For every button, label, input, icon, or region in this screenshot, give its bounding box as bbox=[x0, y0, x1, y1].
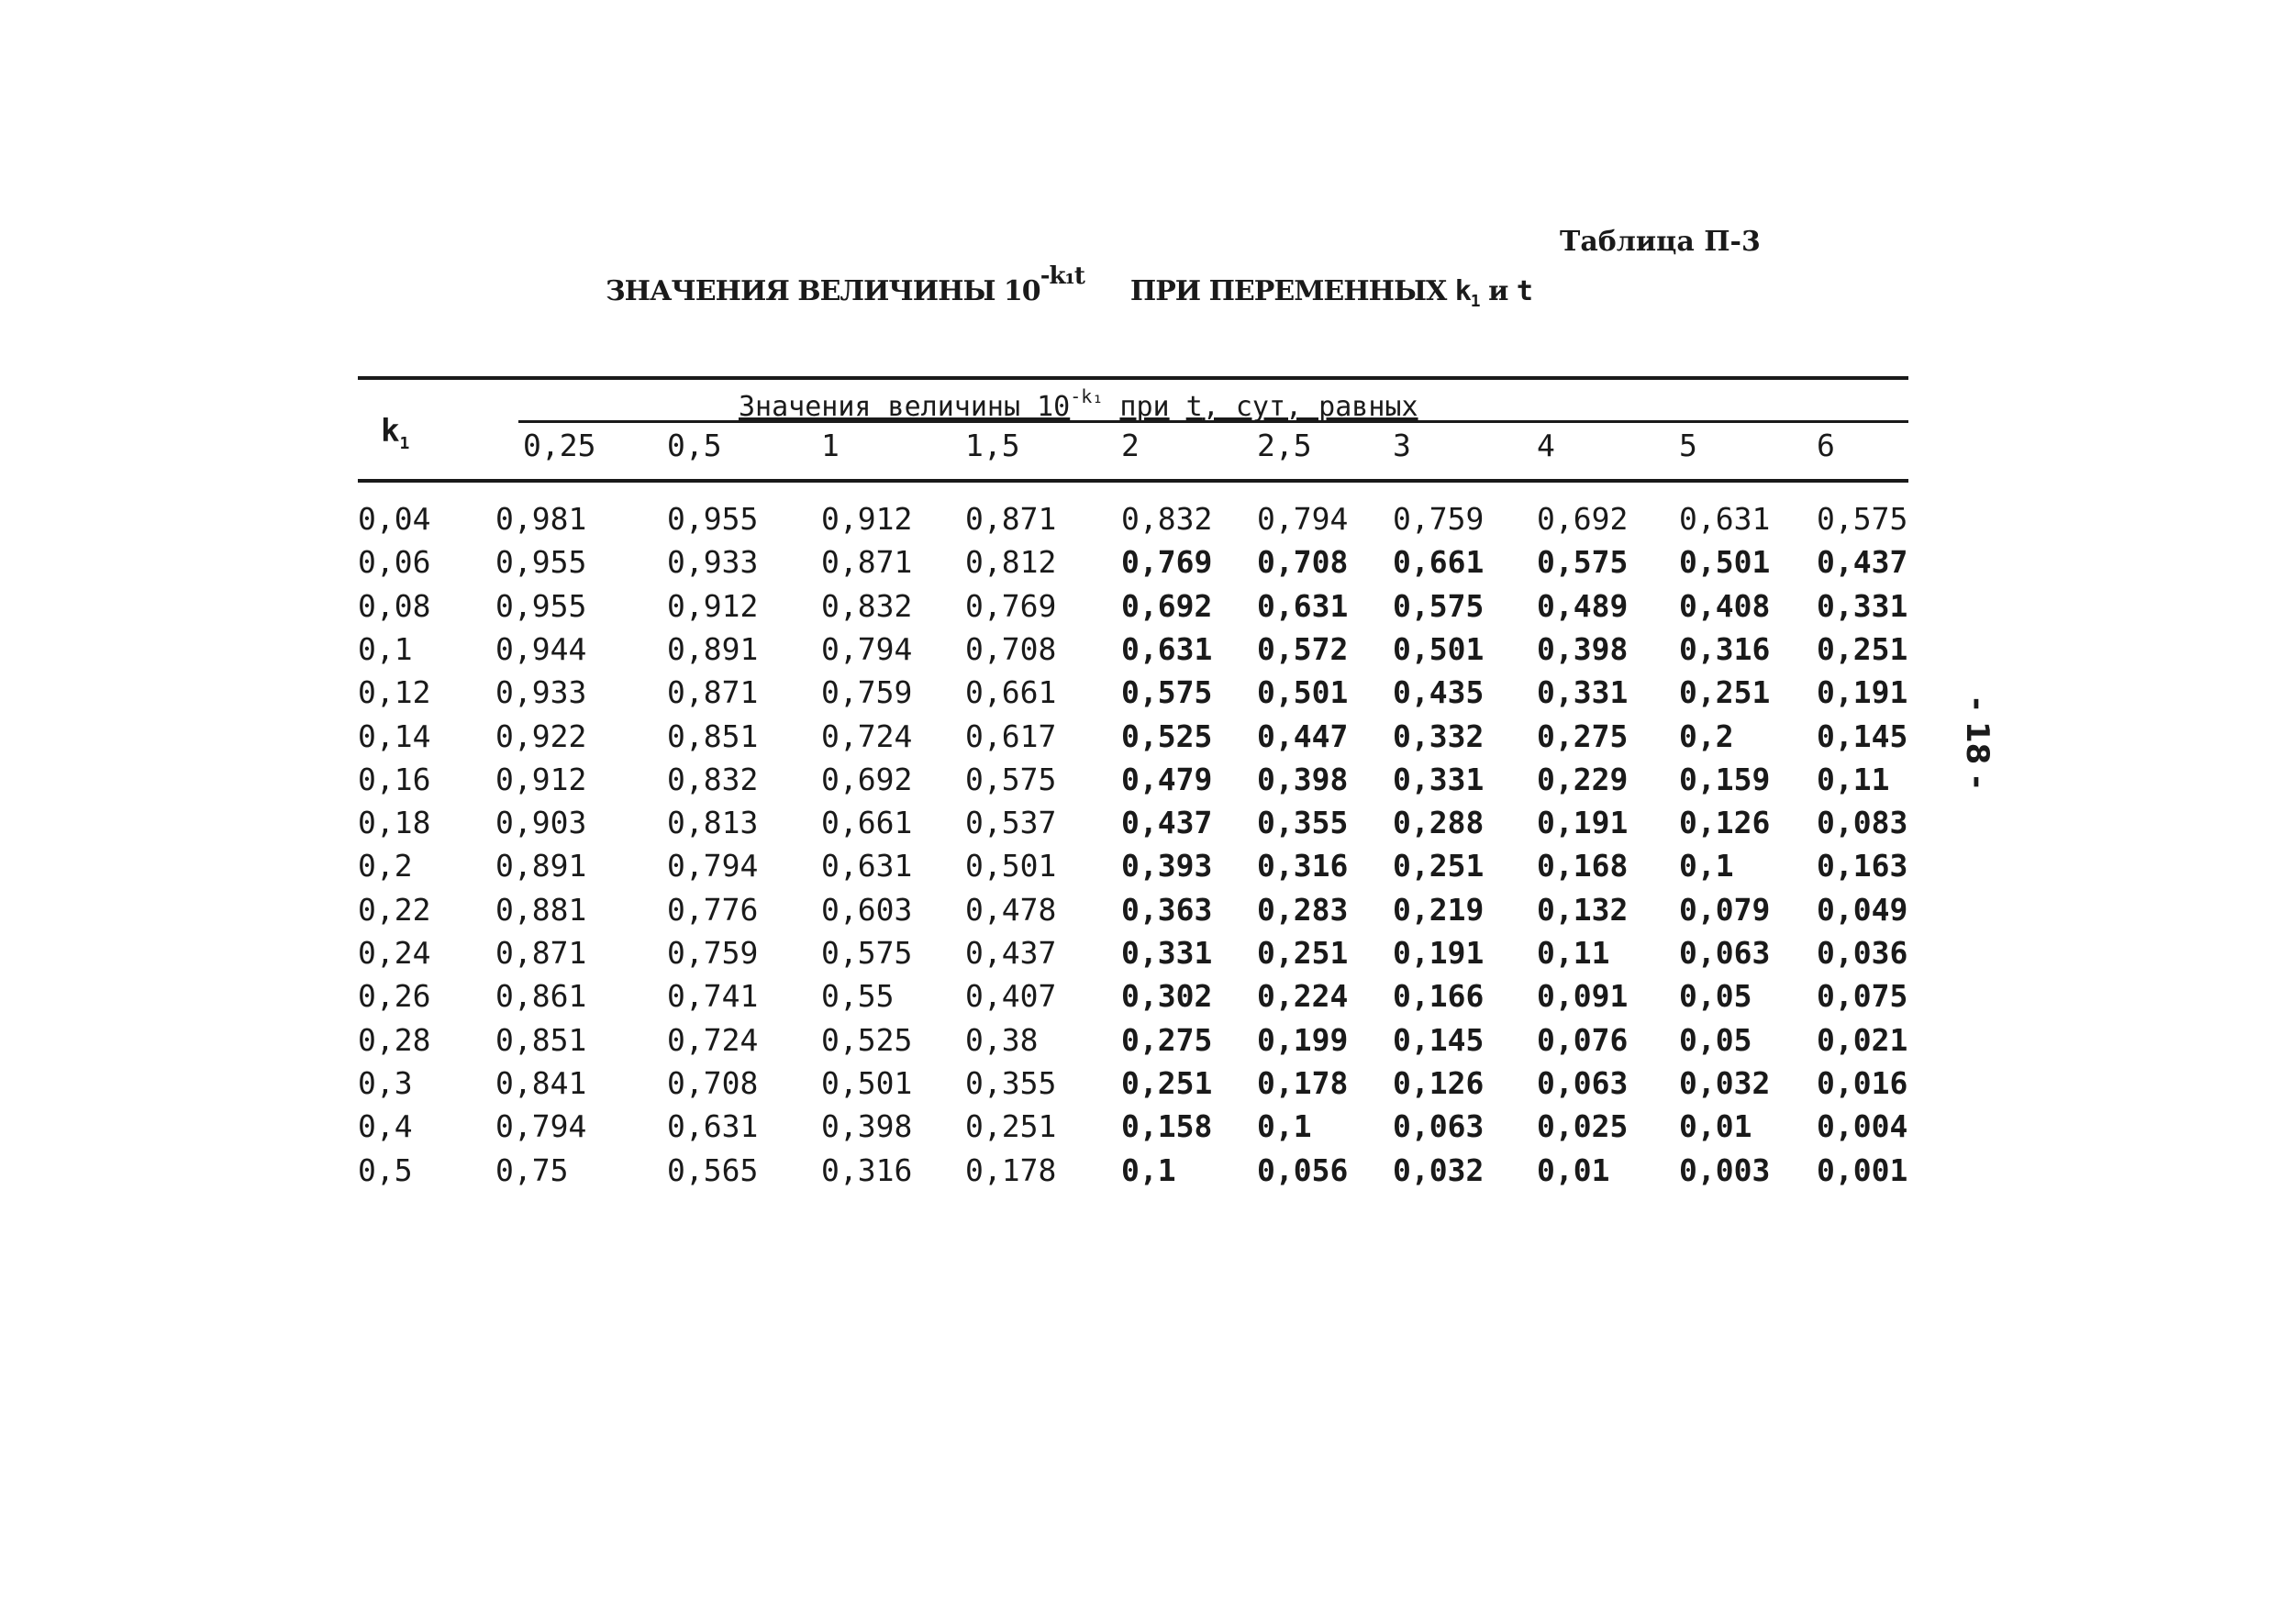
row-k-value: 0,28 bbox=[358, 1022, 431, 1058]
column-header-rule bbox=[358, 479, 1908, 483]
row-k-value: 0,08 bbox=[358, 588, 431, 624]
table-cell: 0,178 bbox=[1257, 1065, 1349, 1101]
table-cell: 0,05 bbox=[1679, 1022, 1752, 1058]
row-k-value: 0,22 bbox=[358, 892, 431, 928]
table-cell: 0,083 bbox=[1817, 805, 1908, 840]
table-cell: 0,575 bbox=[1393, 588, 1485, 624]
table-cell: 0,398 bbox=[1537, 631, 1629, 667]
title-exponent: -k₁t bbox=[1040, 262, 1084, 290]
table-cell: 0,393 bbox=[1121, 848, 1213, 884]
group-header-prefix: Значения величины 10 bbox=[739, 391, 1071, 423]
table-cell: 0,981 bbox=[495, 501, 587, 537]
table-cell: 0,021 bbox=[1817, 1022, 1908, 1058]
table-cell: 0,126 bbox=[1393, 1065, 1485, 1101]
table-cell: 0,407 bbox=[965, 978, 1057, 1014]
table-cell: 0,178 bbox=[965, 1152, 1057, 1188]
table-cell: 0,603 bbox=[821, 892, 913, 928]
table-cell: 0,922 bbox=[495, 718, 587, 754]
group-header-at: при bbox=[1119, 391, 1170, 423]
row-k-value: 0,04 bbox=[358, 501, 431, 537]
table-label: Таблица П-3 bbox=[1560, 226, 1761, 258]
table-cell: 0,572 bbox=[1257, 631, 1349, 667]
table-cell: 0,126 bbox=[1679, 805, 1771, 840]
table-cell: 0,891 bbox=[495, 848, 587, 884]
table-cell: 0,316 bbox=[1679, 631, 1771, 667]
table-cell: 0,003 bbox=[1679, 1152, 1771, 1188]
table-cell: 0,912 bbox=[821, 501, 913, 537]
table-cell: 0,776 bbox=[667, 892, 759, 928]
table-cell: 0,692 bbox=[1121, 588, 1213, 624]
table-cell: 0,036 bbox=[1817, 935, 1908, 971]
table-cell: 0,408 bbox=[1679, 588, 1771, 624]
table-cell: 0,355 bbox=[965, 1065, 1057, 1101]
table-cell: 0,75 bbox=[495, 1152, 569, 1188]
table-cell: 0,955 bbox=[667, 501, 759, 537]
table-cell: 0,063 bbox=[1537, 1065, 1629, 1101]
table-cell: 0,437 bbox=[965, 935, 1057, 971]
table-cell: 0,11 bbox=[1537, 935, 1610, 971]
table-cell: 0,251 bbox=[1257, 935, 1349, 971]
table-cell: 0,331 bbox=[1537, 674, 1629, 710]
table-cell: 0,794 bbox=[667, 848, 759, 884]
table-cell: 0,079 bbox=[1679, 892, 1771, 928]
row-k-value: 0,18 bbox=[358, 805, 431, 840]
row-k-value: 0,4 bbox=[358, 1108, 413, 1144]
group-header-suffix: , сут, равных bbox=[1202, 391, 1418, 423]
table-cell: 0,01 bbox=[1679, 1108, 1752, 1144]
row-header: $k_1$ bbox=[381, 413, 410, 453]
table-cell: 0,1 bbox=[1679, 848, 1734, 884]
table-cell: 0,283 bbox=[1257, 892, 1349, 928]
table-cell: 0,565 bbox=[667, 1152, 759, 1188]
table-cell: 0,191 bbox=[1817, 674, 1908, 710]
table-cell: 0,631 bbox=[1679, 501, 1771, 537]
table-cell: 0,55 bbox=[821, 978, 895, 1014]
table-cell: 0,575 bbox=[965, 762, 1057, 797]
table-cell: 0,191 bbox=[1537, 805, 1629, 840]
column-header: 5 bbox=[1679, 428, 1697, 463]
table-cell: 0,955 bbox=[495, 544, 587, 580]
table-cell: 0,159 bbox=[1679, 762, 1771, 797]
table-cell: 0,016 bbox=[1817, 1065, 1908, 1101]
table-cell: 0,708 bbox=[667, 1065, 759, 1101]
row-k-value: 0,3 bbox=[358, 1065, 413, 1101]
table-cell: 0,933 bbox=[495, 674, 587, 710]
table-cell: 0,813 bbox=[667, 805, 759, 840]
group-header-exponent: -k₁ bbox=[1070, 385, 1104, 407]
table-cell: 0,912 bbox=[495, 762, 587, 797]
table-cell: 0,11 bbox=[1817, 762, 1890, 797]
table-cell: 0,435 bbox=[1393, 674, 1485, 710]
table-cell: 0,437 bbox=[1817, 544, 1908, 580]
row-k-value: 0,14 bbox=[358, 718, 431, 754]
table-cell: 0,063 bbox=[1393, 1108, 1485, 1144]
table-cell: 0,076 bbox=[1537, 1022, 1629, 1058]
table-cell: 0,316 bbox=[821, 1152, 913, 1188]
table-cell: 0,832 bbox=[821, 588, 913, 624]
table-cell: 0,912 bbox=[667, 588, 759, 624]
table-cell: 0,525 bbox=[821, 1022, 913, 1058]
table-cell: 0,478 bbox=[965, 892, 1057, 928]
table-cell: 0,692 bbox=[1537, 501, 1629, 537]
table-cell: 0,661 bbox=[965, 674, 1057, 710]
table-cell: 0,769 bbox=[1121, 544, 1213, 580]
table-cell: 0,355 bbox=[1257, 805, 1349, 840]
table-cell: 0,489 bbox=[1537, 588, 1629, 624]
table-cell: 0,032 bbox=[1393, 1152, 1485, 1188]
row-k-value: 0,16 bbox=[358, 762, 431, 797]
table-cell: 0,251 bbox=[1121, 1065, 1213, 1101]
table-cell: 0,708 bbox=[1257, 544, 1349, 580]
table-cell: 0,851 bbox=[667, 718, 759, 754]
column-header: 0,5 bbox=[667, 428, 722, 463]
table-cell: 0,851 bbox=[495, 1022, 587, 1058]
table-cell: 0,145 bbox=[1393, 1022, 1485, 1058]
table-cell: 0,724 bbox=[821, 718, 913, 754]
table-cell: 0,251 bbox=[1393, 848, 1485, 884]
table-cell: 0,501 bbox=[1257, 674, 1349, 710]
table-cell: 0,01 bbox=[1537, 1152, 1610, 1188]
table-cell: 0,661 bbox=[1393, 544, 1485, 580]
row-k-value: 0,26 bbox=[358, 978, 431, 1014]
table-cell: 0,525 bbox=[1121, 718, 1213, 754]
table-cell: 0,661 bbox=[821, 805, 913, 840]
table-cell: 0,501 bbox=[821, 1065, 913, 1101]
table-cell: 0,881 bbox=[495, 892, 587, 928]
table-cell: 0,166 bbox=[1393, 978, 1485, 1014]
row-k-value: 0,12 bbox=[358, 674, 431, 710]
table-cell: 0,332 bbox=[1393, 718, 1485, 754]
table-cell: 0,001 bbox=[1817, 1152, 1908, 1188]
table-cell: 0,075 bbox=[1817, 978, 1908, 1014]
table-cell: 0,501 bbox=[1393, 631, 1485, 667]
row-k-value: 0,1 bbox=[358, 631, 413, 667]
table-cell: 0,025 bbox=[1537, 1108, 1629, 1144]
table-cell: 0,38 bbox=[965, 1022, 1039, 1058]
page-number: - 18 - bbox=[1959, 697, 1996, 789]
table-cell: 0,769 bbox=[965, 588, 1057, 624]
table-cell: 0,447 bbox=[1257, 718, 1349, 754]
title-middle: ПРИ ПЕРЕМЕННЫХ bbox=[1129, 275, 1447, 307]
table-cell: 0,063 bbox=[1679, 935, 1771, 971]
column-header: 6 bbox=[1817, 428, 1835, 463]
table-cell: 0,759 bbox=[667, 935, 759, 971]
table-cell: 0,617 bbox=[965, 718, 1057, 754]
table-cell: 0,275 bbox=[1121, 1022, 1213, 1058]
table-cell: 0,437 bbox=[1121, 805, 1213, 840]
table-cell: 0,631 bbox=[1121, 631, 1213, 667]
table-cell: 0,398 bbox=[821, 1108, 913, 1144]
table-cell: 0,163 bbox=[1817, 848, 1908, 884]
title-t-symbol: t bbox=[1516, 275, 1532, 307]
table-cell: 0,251 bbox=[965, 1108, 1057, 1144]
table-cell: 0,501 bbox=[965, 848, 1057, 884]
table-cell: 0,794 bbox=[495, 1108, 587, 1144]
table-cell: 0,832 bbox=[667, 762, 759, 797]
table-cell: 0,724 bbox=[667, 1022, 759, 1058]
table-cell: 0,132 bbox=[1537, 892, 1629, 928]
table-cell: 0,229 bbox=[1537, 762, 1629, 797]
group-header-t: t bbox=[1185, 391, 1203, 423]
table-cell: 0,631 bbox=[821, 848, 913, 884]
column-header: 1,5 bbox=[965, 428, 1020, 463]
table-cell: 0,479 bbox=[1121, 762, 1213, 797]
row-k-value: 0,06 bbox=[358, 544, 431, 580]
table-cell: 0,145 bbox=[1817, 718, 1908, 754]
table-cell: 0,891 bbox=[667, 631, 759, 667]
table-cell: 0,741 bbox=[667, 978, 759, 1014]
table-cell: 0,794 bbox=[1257, 501, 1349, 537]
table-cell: 0,631 bbox=[1257, 588, 1349, 624]
table-cell: 0,1 bbox=[1257, 1108, 1312, 1144]
table-cell: 0,759 bbox=[1393, 501, 1485, 537]
table-cell: 0,871 bbox=[965, 501, 1057, 537]
title-and: и bbox=[1488, 275, 1508, 307]
table-cell: 0,812 bbox=[965, 544, 1057, 580]
table-cell: 0,091 bbox=[1537, 978, 1629, 1014]
table-cell: 0,056 bbox=[1257, 1152, 1349, 1188]
table-cell: 0,575 bbox=[1121, 674, 1213, 710]
table-cell: 0,288 bbox=[1393, 805, 1485, 840]
table-cell: 0,05 bbox=[1679, 978, 1752, 1014]
table-cell: 0,871 bbox=[495, 935, 587, 971]
table-cell: 0,168 bbox=[1537, 848, 1629, 884]
table-cell: 0,759 bbox=[821, 674, 913, 710]
table-cell: 0,575 bbox=[1537, 544, 1629, 580]
table-cell: 0,398 bbox=[1257, 762, 1349, 797]
column-header: 3 bbox=[1393, 428, 1411, 463]
table-cell: 0,955 bbox=[495, 588, 587, 624]
table-cell: 0,575 bbox=[1817, 501, 1908, 537]
group-header bbox=[739, 385, 1418, 423]
table-cell: 0,933 bbox=[667, 544, 759, 580]
table-cell: 0,158 bbox=[1121, 1108, 1213, 1144]
table-cell: 0,692 bbox=[821, 762, 913, 797]
table-cell: 0,631 bbox=[667, 1108, 759, 1144]
column-header: 2,5 bbox=[1257, 428, 1312, 463]
table-cell: 0,191 bbox=[1393, 935, 1485, 971]
document-title bbox=[606, 262, 1532, 311]
table-cell: 0,832 bbox=[1121, 501, 1213, 537]
table-cell: 0,004 bbox=[1817, 1108, 1908, 1144]
table-cell: 0,316 bbox=[1257, 848, 1349, 884]
table-cell: 0,537 bbox=[965, 805, 1057, 840]
row-k-value: 0,24 bbox=[358, 935, 431, 971]
column-header: 4 bbox=[1537, 428, 1555, 463]
row-k-value: 0,5 bbox=[358, 1152, 413, 1188]
table-cell: 0,219 bbox=[1393, 892, 1485, 928]
table-cell: 0,871 bbox=[821, 544, 913, 580]
table-cell: 0,032 bbox=[1679, 1065, 1771, 1101]
table-cell: 0,331 bbox=[1121, 935, 1213, 971]
table-cell: 0,501 bbox=[1679, 544, 1771, 580]
title-prefix: ЗНАЧЕНИЯ ВЕЛИЧИНЫ 10 bbox=[606, 275, 1040, 307]
table-cell: 0,2 bbox=[1679, 718, 1734, 754]
title-k-symbol: $k_1$ bbox=[1454, 275, 1480, 311]
table-cell: 0,575 bbox=[821, 935, 913, 971]
table-cell: 0,224 bbox=[1257, 978, 1349, 1014]
table-cell: 0,944 bbox=[495, 631, 587, 667]
table-cell: 0,708 bbox=[965, 631, 1057, 667]
table-cell: 0,331 bbox=[1817, 588, 1908, 624]
column-header: 2 bbox=[1121, 428, 1140, 463]
table-cell: 0,861 bbox=[495, 978, 587, 1014]
table-cell: 0,199 bbox=[1257, 1022, 1349, 1058]
table-cell: 0,302 bbox=[1121, 978, 1213, 1014]
table-cell: 0,903 bbox=[495, 805, 587, 840]
table-cell: 0,1 bbox=[1121, 1152, 1176, 1188]
table-top-rule bbox=[358, 376, 1908, 380]
table-cell: 0,251 bbox=[1679, 674, 1771, 710]
table-cell: 0,251 bbox=[1817, 631, 1908, 667]
table-cell: 0,871 bbox=[667, 674, 759, 710]
column-header: 1 bbox=[821, 428, 840, 463]
table-cell: 0,363 bbox=[1121, 892, 1213, 928]
table-cell: 0,331 bbox=[1393, 762, 1485, 797]
table-cell: 0,794 bbox=[821, 631, 913, 667]
table-cell: 0,049 bbox=[1817, 892, 1908, 928]
table-cell: 0,841 bbox=[495, 1065, 587, 1101]
table-cell: 0,275 bbox=[1537, 718, 1629, 754]
column-header: 0,25 bbox=[523, 428, 596, 463]
row-k-value: 0,2 bbox=[358, 848, 413, 884]
